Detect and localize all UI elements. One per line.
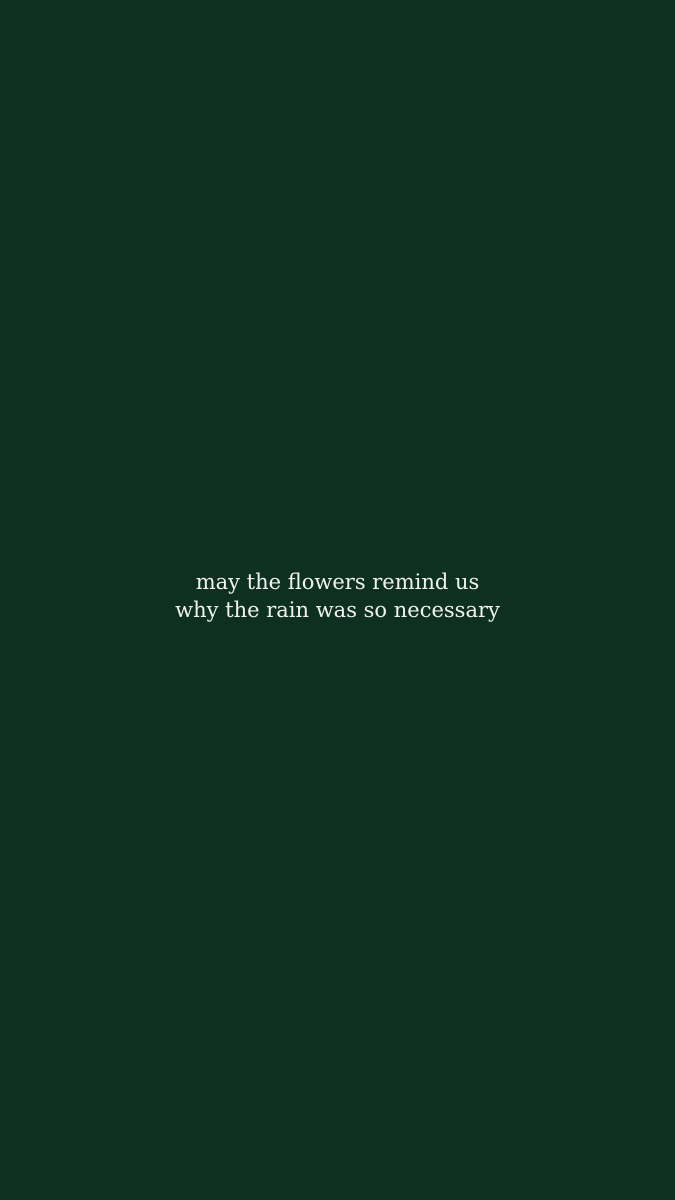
quote-text — [0, 568, 675, 624]
quote-line-2: why the rain was so necessary — [175, 598, 500, 622]
quote-line-1: may the flowers remind us — [195, 570, 480, 594]
